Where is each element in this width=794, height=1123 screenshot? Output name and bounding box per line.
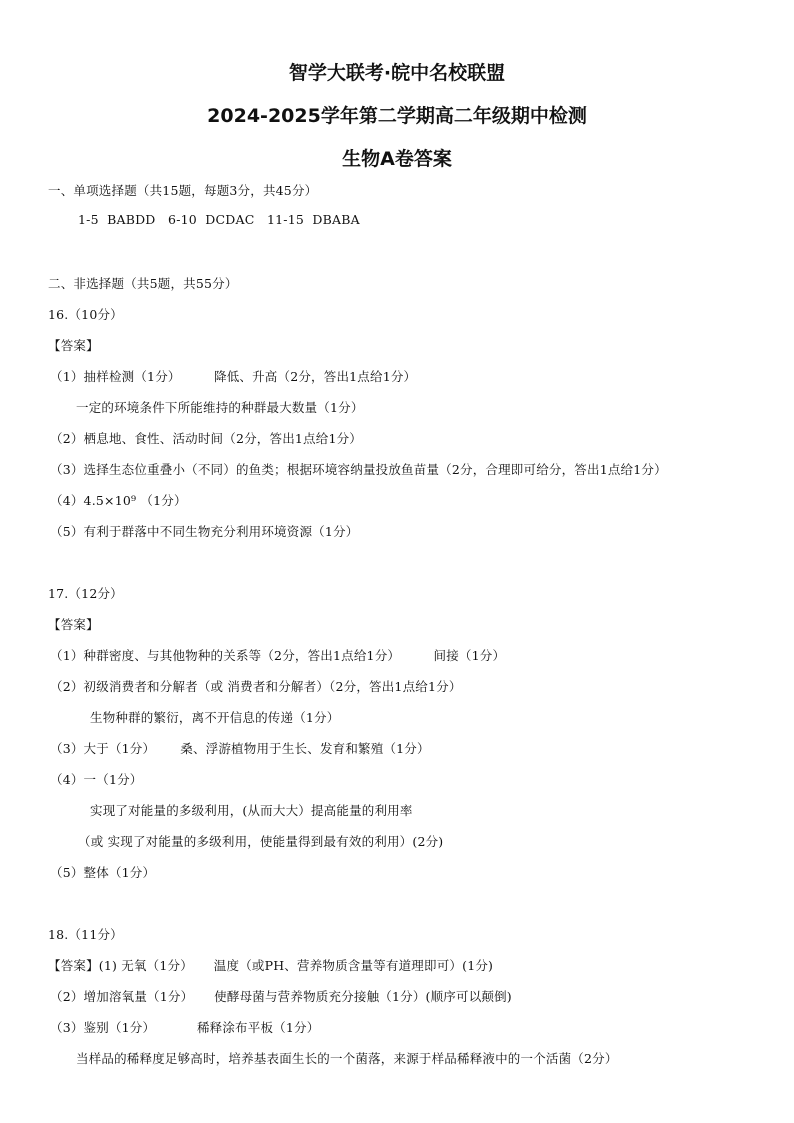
q17-part-3: （3）大于（1分） 桑、浮游植物用于生长、发育和繁殖（1分） [50,741,430,756]
q18-part-1: 【答案】(1) 无氧（1分） 温度（或PH、营养物质含量等有道理即可）(1分) [48,958,494,973]
q17-heading: 17.（12分） [48,586,123,601]
q18-heading: 18.（11分） [48,927,123,942]
q16-part-4: （4）4.5×10⁹ （1分） [50,493,187,508]
header-line-2: 2024-2025学年第二学期高二年级期中检测 [207,105,587,127]
q18-part-2: （2）增加溶氧量（1分） 使酵母菌与营养物质充分接触（1分）(顺序可以颠倒) [50,989,512,1004]
q16-part-3: （3）选择生态位重叠小（不同）的鱼类；根据环境容纳量投放鱼苗量（2分，合理即可给分，答出1点给1分） [50,462,667,477]
q17-answer-label: 【答案】 [48,617,99,632]
q17-part-4-cont: 实现了对能量的多级利用，(从而大大）提高能量的利用率 [90,803,413,818]
q18-part-3: （3）鉴别（1分） 稀释涂布平板（1分） [50,1020,320,1035]
section-2-heading: 二、非选择题（共5题，共55分） [48,276,238,291]
q16-answer-label: 【答案】 [48,338,99,353]
q17-part-2: （2）初级消费者和分解者（或 消费者和分解者）（2分，答出1点给1分） [50,679,462,694]
header-line-3: 生物A卷答案 [342,148,452,170]
q17-part-4: （4）一（1分） [50,772,143,787]
q16-part-1-cont: 一定的环境条件下所能维持的种群最大数量（1分） [76,400,364,415]
q16-heading: 16.（10分） [48,307,123,322]
header-line-1: 智学大联考·皖中名校联盟 [288,62,506,84]
section-1-heading: 一、单项选择题（共15题，每题3分，共45分） [48,183,318,198]
q17-part-1: （1）种群密度、与其他物种的关系等（2分，答出1点给1分） 间接（1分） [50,648,506,663]
q18-part-3-cont: 当样品的稀释度足够高时，培养基表面生长的一个菌落，来源于样品稀释液中的一个活菌（2分） [76,1051,618,1066]
q17-part-5: （5）整体（1分） [50,865,156,880]
q16-part-2: （2）栖息地、食性、活动时间（2分，答出1点给1分） [50,431,363,446]
mc-answers: 1-5 BABDD 6-10 DCDAC 11-15 DBABA [78,212,360,227]
q16-part-5: （5）有利于群落中不同生物充分利用环境资源（1分） [50,524,359,539]
q17-part-2-cont: 生物种群的繁衍，离不开信息的传递（1分） [90,710,340,725]
q17-part-4-alt: （或 实现了对能量的多级利用，使能量得到最有效的利用）(2分) [78,834,444,849]
q16-part-1: （1）抽样检测（1分） 降低、升高（2分，答出1点给1分） [50,369,417,384]
